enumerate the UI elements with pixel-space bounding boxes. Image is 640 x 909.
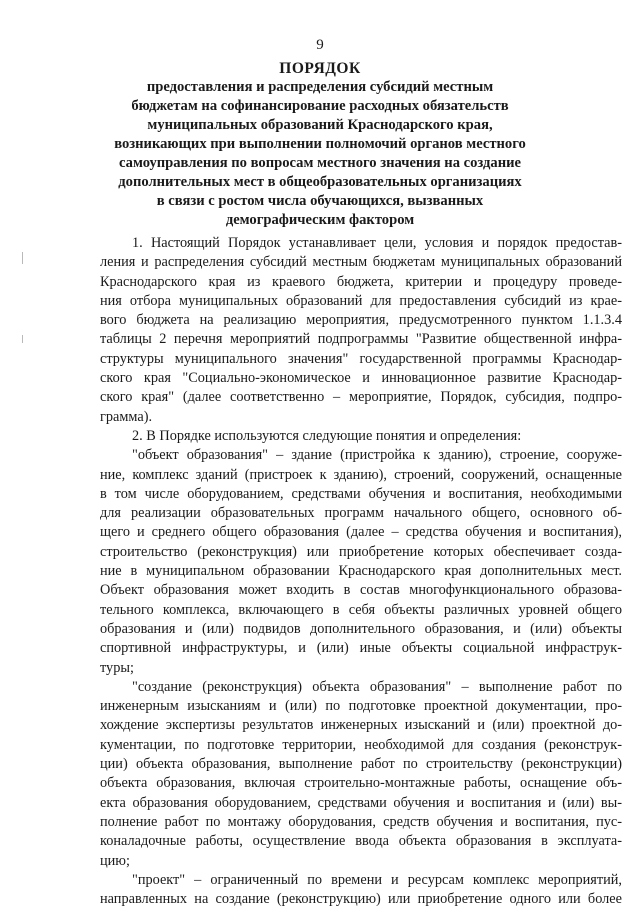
- subtitle-line: предоставления и распределения субсидий местным: [146, 79, 494, 95]
- subtitle-line: бюджетам на софинансирование расходных обязательств: [131, 98, 509, 114]
- body-line: инженерным изысканиям и (или) по подготовке проектной документации, про-: [100, 698, 622, 715]
- body-line: ние в муниципальном образовании Краснодарского края дополнительных мест.: [100, 563, 622, 580]
- subtitle-line: самоуправления по вопросам местного значения на создание: [119, 155, 521, 171]
- body-line: цию;: [100, 852, 130, 869]
- body-line: Объект образования может входить в состав многофункционального образова-: [100, 582, 622, 599]
- body-line: коналадочные работы, осуществление ввода объекта образования в эксплуата-: [100, 833, 622, 850]
- body-line: грамма).: [100, 408, 153, 425]
- body-line: для реализации образовательных программ начального общего, основного об-: [100, 505, 622, 522]
- body-line: кументации, по подготовке территории, необходимой для создания (реконструк-: [100, 736, 622, 753]
- body-line: полнение работ по монтажу оборудования, средств обучения и воспитания, пус-: [100, 813, 622, 830]
- subtitle-line: демографическим фактором: [225, 212, 415, 228]
- body-line: щего и среднего общего образования (далее – средства обучения и воспитания),: [100, 524, 622, 541]
- body-line: ния отбора муниципальных образований для предоставления субсидий из крае-: [100, 292, 622, 309]
- body-line: вого бюджета на реализацию мероприятия, предусмотренного пунктом 1.1.3.4: [100, 312, 622, 329]
- body-line: туры;: [100, 659, 134, 676]
- body-line: 2. В Порядке используются следующие понятия и определения:: [132, 427, 522, 444]
- scan-margin-mark: [22, 335, 23, 343]
- body-line: спортивной инфраструктуры, и (или) иные объекты социальной инфраструк-: [100, 640, 622, 657]
- body-line: "проект" – ограниченный по времени и ресурсам комплекс мероприятий,: [132, 871, 622, 888]
- subtitle-line: возникающих при выполнении полномочий органов местного: [114, 136, 526, 152]
- document-subtitle: [0, 78, 640, 230]
- body-line: ского края "Социально-экономическое и инновационное развитие Краснодар-: [100, 370, 622, 387]
- body-line: Краснодарского края из краевого бюджета, критерии и процедуру проведе-: [100, 273, 622, 290]
- document-body: [100, 234, 622, 909]
- body-line: структуры муниципального значения" государственной программы Краснодар-: [100, 350, 622, 367]
- scan-margin-mark: [22, 252, 23, 264]
- body-line: ние, комплекс зданий (пристроек к зданию), строений, сооружений, оснащенные: [100, 466, 622, 483]
- body-line: хождение экспертизы результатов инженерных изысканий и (или) проектной до-: [100, 717, 622, 734]
- body-line: строительство (реконструкция) или приобретение которых обеспечивает созда-: [100, 543, 622, 560]
- body-line: "создание (реконструкция) объекта образования" – выполнение работ по: [132, 678, 622, 695]
- body-line: тельного комплекса, включающего в себя объекты различных уровней общего: [100, 601, 622, 618]
- document-title: ПОРЯДОК: [279, 60, 361, 77]
- subtitle-line: в связи с ростом числа обучающихся, вызванных: [156, 193, 484, 209]
- body-line: таблицы 2 перечня мероприятий подпрограммы "Развитие общественной инфра-: [100, 331, 622, 348]
- body-line: направленных на создание (реконструкцию) или приобретение одного или более: [100, 891, 622, 908]
- body-line: образования и (или) подвидов дополнительного образования, и (или) объекты: [100, 620, 622, 637]
- body-line: екта образования оборудованием, средствами обучения и воспитания и (или) вы-: [100, 794, 622, 811]
- body-line: ции) объекта образования, выполнение работ по строительству (реконструкции): [100, 756, 622, 773]
- body-line: ления и распределения субсидий местным бюджетам муниципальных образований: [100, 254, 622, 271]
- body-line: ского края" (далее соответственно – мероприятие, Порядок, субсидия, подпро-: [100, 389, 622, 406]
- subtitle-line: муниципальных образований Краснодарского края,: [147, 117, 493, 133]
- body-line: в том числе оборудованием, средствами обучения и воспитания, необходимыми: [100, 485, 622, 502]
- body-line: 1. Настоящий Порядок устанавливает цели, условия и порядок предостав-: [132, 235, 622, 251]
- body-line: объекта образования, включая строительно-монтажные работы, оснащение объ-: [100, 775, 622, 792]
- page-number: 9: [316, 37, 324, 53]
- subtitle-line: дополнительных мест в общеобразовательных организациях: [118, 174, 522, 190]
- body-line: "объект образования" – здание (пристройка к зданию), строение, сооруже-: [132, 447, 622, 464]
